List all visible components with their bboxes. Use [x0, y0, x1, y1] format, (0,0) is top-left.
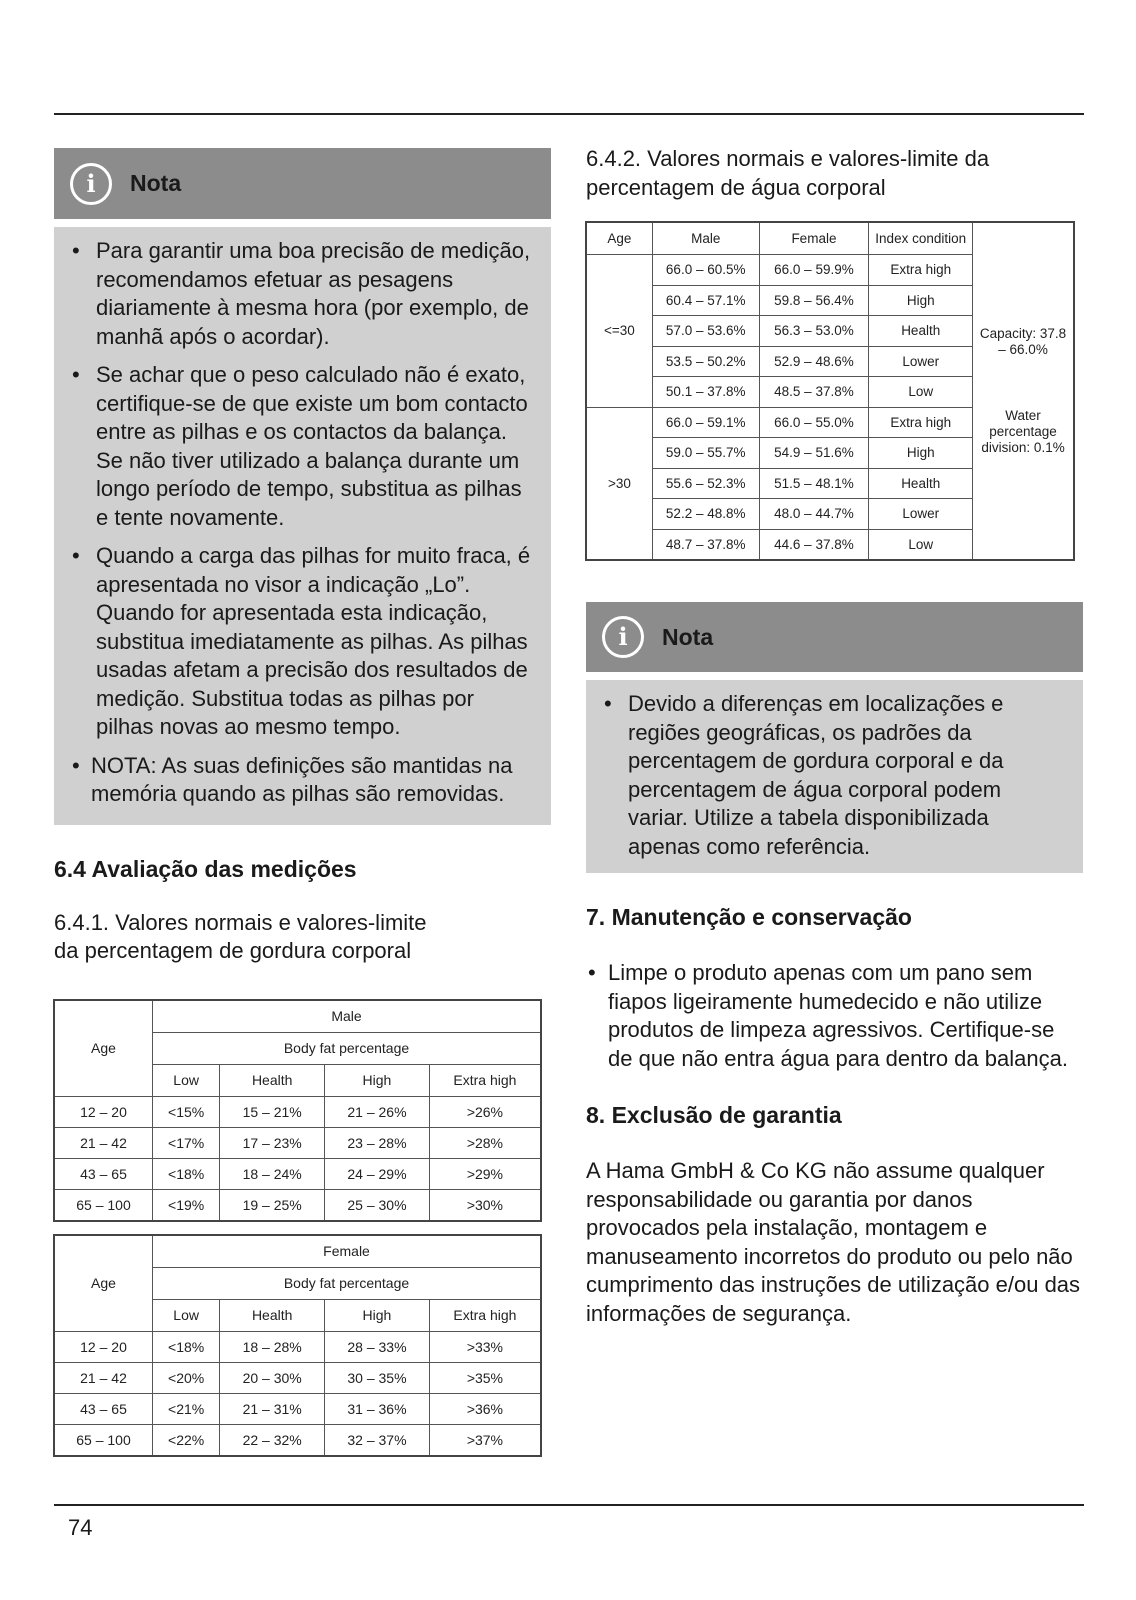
- table-cell: 32 – 37%: [325, 1424, 430, 1455]
- capacity-note: Capacity: 37.8 – 66.0%: [979, 326, 1067, 357]
- table-cell-male: 48.7 – 37.8%: [652, 529, 759, 560]
- table-cell: <17%: [153, 1127, 220, 1158]
- table-cell: >36%: [429, 1393, 540, 1424]
- table-side-notes: [973, 223, 1074, 560]
- footer-rule: [54, 1504, 1084, 1506]
- table-cell-female: 56.3 – 53.0%: [759, 316, 869, 347]
- table-cell: >33%: [429, 1331, 540, 1362]
- body-water-table: [586, 222, 1074, 560]
- section-heading: 8. Exclusão de garantia: [586, 1102, 842, 1128]
- table-cell-age: 43 – 65: [55, 1393, 153, 1424]
- table-cell-male: 66.0 – 60.5%: [652, 255, 759, 286]
- note-item: • NOTA: As suas definições são mantidas na memória quando as pilhas são removidas.: [70, 752, 535, 809]
- table-cell: <19%: [153, 1189, 220, 1220]
- table-cell-age: 21 – 42: [55, 1127, 153, 1158]
- table-header-cell: Female: [759, 223, 869, 255]
- table-cell-female: 44.6 – 37.8%: [759, 529, 869, 560]
- table-header-cell: Health: [220, 1064, 325, 1096]
- table-cell-age: 65 – 100: [55, 1424, 153, 1455]
- table-cell: <15%: [153, 1096, 220, 1127]
- table-header-group: Female: [153, 1235, 541, 1267]
- warranty-text: A Hama GmbH & Co KG não assume qualquer responsabilidade ou garantia por danos provocados pela instalação, montagem e manuseamento incorretos do produto ou pelo não cumprimento das instruções de utilização e/ou das informações de segurança.: [586, 1158, 1081, 1326]
- note-item: • Devido a diferenças em localizações e regiões geográficas, os padrões da percentagem de gordura corporal e da percentagem de água corporal podem variar. Utilize a tabela disponibilizada apenas como referência.: [602, 690, 1067, 861]
- section-heading: 7. Manutenção e conservação: [586, 904, 912, 930]
- note-item: • Quando a carga das pilhas for muito fraca, é apresentada no visor a indicação „Lo”. Quando for apresentada esta indicação, substitua imediatamente as pilhas. As pilhas usadas afetam a precisão dos resultados de medição. Substitua todas as pilhas por pilhas novas ao mesmo tempo.: [70, 542, 535, 742]
- table-cell-age: 43 – 65: [55, 1158, 153, 1189]
- table-cell: 21 – 26%: [325, 1096, 430, 1127]
- table-cell: 30 – 35%: [325, 1362, 430, 1393]
- table-cell-index: High: [869, 438, 973, 469]
- table-cell-male: 57.0 – 53.6%: [652, 316, 759, 347]
- table-cell-index: Extra high: [869, 407, 973, 438]
- page-number: 74: [68, 1515, 93, 1540]
- table-cell-female: 48.5 – 37.8%: [759, 377, 869, 408]
- table-cell: >26%: [429, 1096, 540, 1127]
- note-body: [54, 227, 551, 825]
- table-cell: 15 – 21%: [220, 1096, 325, 1127]
- male-body-fat-table: [54, 1000, 541, 1221]
- subsection-heading: 6.4.1. Valores normais e valores-limite da percentagem de gordura corporal: [54, 909, 427, 963]
- table-cell: 22 – 32%: [220, 1424, 325, 1455]
- table-cell: 31 – 36%: [325, 1393, 430, 1424]
- table-cell-age: 12 – 20: [55, 1096, 153, 1127]
- table-cell: <18%: [153, 1158, 220, 1189]
- table-row: [55, 1424, 541, 1455]
- table-cell: <22%: [153, 1424, 220, 1455]
- table-cell: >30%: [429, 1189, 540, 1220]
- table-cell: <21%: [153, 1393, 220, 1424]
- table-cell: 19 – 25%: [220, 1189, 325, 1220]
- note-body: [586, 680, 1083, 873]
- table-cell: 18 – 24%: [220, 1158, 325, 1189]
- info-icon: i: [602, 616, 644, 658]
- table-cell-age: <=30: [587, 255, 653, 408]
- info-icon: i: [70, 163, 112, 205]
- table-cell-index: Low: [869, 529, 973, 560]
- table-cell: <18%: [153, 1331, 220, 1362]
- table-header-group: Male: [153, 1000, 541, 1032]
- table-cell: >29%: [429, 1158, 540, 1189]
- table-cell-female: 54.9 – 51.6%: [759, 438, 869, 469]
- note-title: Nota: [662, 623, 714, 650]
- section-heading: 6.4 Avaliação das medições: [54, 855, 357, 882]
- table-cell: >37%: [429, 1424, 540, 1455]
- table-cell-age: 21 – 42: [55, 1362, 153, 1393]
- table-cell-index: Lower: [869, 499, 973, 530]
- table-row: [55, 1362, 541, 1393]
- note-title: Nota: [130, 170, 182, 196]
- note-header: [54, 148, 551, 219]
- table-header-cell: Extra high: [429, 1064, 540, 1096]
- table-header-age: Age: [55, 1000, 153, 1096]
- table-cell: 23 – 28%: [325, 1127, 430, 1158]
- table-header-subgroup: Body fat percentage: [153, 1032, 541, 1064]
- table-cell: 24 – 29%: [325, 1158, 430, 1189]
- table-cell: 20 – 30%: [220, 1362, 325, 1393]
- note-item: • Se achar que o peso calculado não é exato, certifique-se de que existe um bom contacto entre as pilhas e os contactos da balança. Se não tiver utilizado a balança durante um longo período de tempo, substitua as pilhas e tente novamente.: [70, 361, 535, 532]
- table-header-cell: Male: [652, 223, 759, 255]
- table-cell-female: 66.0 – 59.9%: [759, 255, 869, 286]
- table-cell-index: Health: [869, 468, 973, 499]
- table-row: [55, 1158, 541, 1189]
- division-note: Water percentage division: 0.1%: [981, 408, 1065, 455]
- maintenance-text: • Limpe o produto apenas com um pano sem fiapos ligeiramente humedecido e não utilize produtos de limpeza agressivos. Certifique-se de que não entra água para dentro da balança.: [586, 959, 1083, 1073]
- table-cell-age: 65 – 100: [55, 1189, 153, 1220]
- table-cell-female: 51.5 – 48.1%: [759, 468, 869, 499]
- table-header-subgroup: Body fat percentage: [153, 1267, 541, 1299]
- note-box: [54, 148, 551, 825]
- table-row: [55, 1096, 541, 1127]
- table-row: [55, 1393, 541, 1424]
- table-header-cell: Index condition: [869, 223, 973, 255]
- note-box: [586, 602, 1083, 873]
- table-row: [55, 1127, 541, 1158]
- table-cell-male: 59.0 – 55.7%: [652, 438, 759, 469]
- table-cell: >35%: [429, 1362, 540, 1393]
- table-header-cell: Low: [153, 1064, 220, 1096]
- table-cell-index: Lower: [869, 346, 973, 377]
- right-column: [586, 145, 1083, 1328]
- table-cell-female: 52.9 – 48.6%: [759, 346, 869, 377]
- table-cell-male: 60.4 – 57.1%: [652, 285, 759, 316]
- table-cell-female: 59.8 – 56.4%: [759, 285, 869, 316]
- table-header-cell: Health: [220, 1299, 325, 1331]
- table-cell-index: High: [869, 285, 973, 316]
- table-header-cell: High: [325, 1064, 430, 1096]
- table-cell-index: Extra high: [869, 255, 973, 286]
- table-header-age: Age: [55, 1235, 153, 1331]
- table-row: [55, 1331, 541, 1362]
- table-cell-male: 52.2 – 48.8%: [652, 499, 759, 530]
- table-cell: 28 – 33%: [325, 1331, 430, 1362]
- table-cell-male: 50.1 – 37.8%: [652, 377, 759, 408]
- left-column: [54, 148, 551, 1456]
- table-cell-male: 55.6 – 52.3%: [652, 468, 759, 499]
- table-row: [55, 1189, 541, 1220]
- table-cell-female: 66.0 – 55.0%: [759, 407, 869, 438]
- table-cell-index: Low: [869, 377, 973, 408]
- table-header-cell: Extra high: [429, 1299, 540, 1331]
- note-item: • Para garantir uma boa precisão de medição, recomendamos efetuar as pesagens diariamente à mesma hora (por exemplo, de manhã após o acordar).: [70, 237, 535, 351]
- table-cell: <20%: [153, 1362, 220, 1393]
- table-cell-male: 53.5 – 50.2%: [652, 346, 759, 377]
- table-cell-index: Health: [869, 316, 973, 347]
- table-header-cell: Age: [587, 223, 653, 255]
- table-cell: 25 – 30%: [325, 1189, 430, 1220]
- table-cell-age: 12 – 20: [55, 1331, 153, 1362]
- table-cell-age: >30: [587, 407, 653, 560]
- subsection-heading: 6.4.2. Valores normais e valores-limite da percentagem de água corporal: [586, 146, 990, 200]
- table-cell: 18 – 28%: [220, 1331, 325, 1362]
- table-header-cell: Low: [153, 1299, 220, 1331]
- header-rule: [54, 113, 1084, 115]
- female-body-fat-table: [54, 1235, 541, 1456]
- table-cell: 21 – 31%: [220, 1393, 325, 1424]
- table-cell-female: 48.0 – 44.7%: [759, 499, 869, 530]
- table-header-cell: High: [325, 1299, 430, 1331]
- table-cell: 17 – 23%: [220, 1127, 325, 1158]
- note-header: [586, 602, 1083, 672]
- table-cell: >28%: [429, 1127, 540, 1158]
- table-cell-male: 66.0 – 59.1%: [652, 407, 759, 438]
